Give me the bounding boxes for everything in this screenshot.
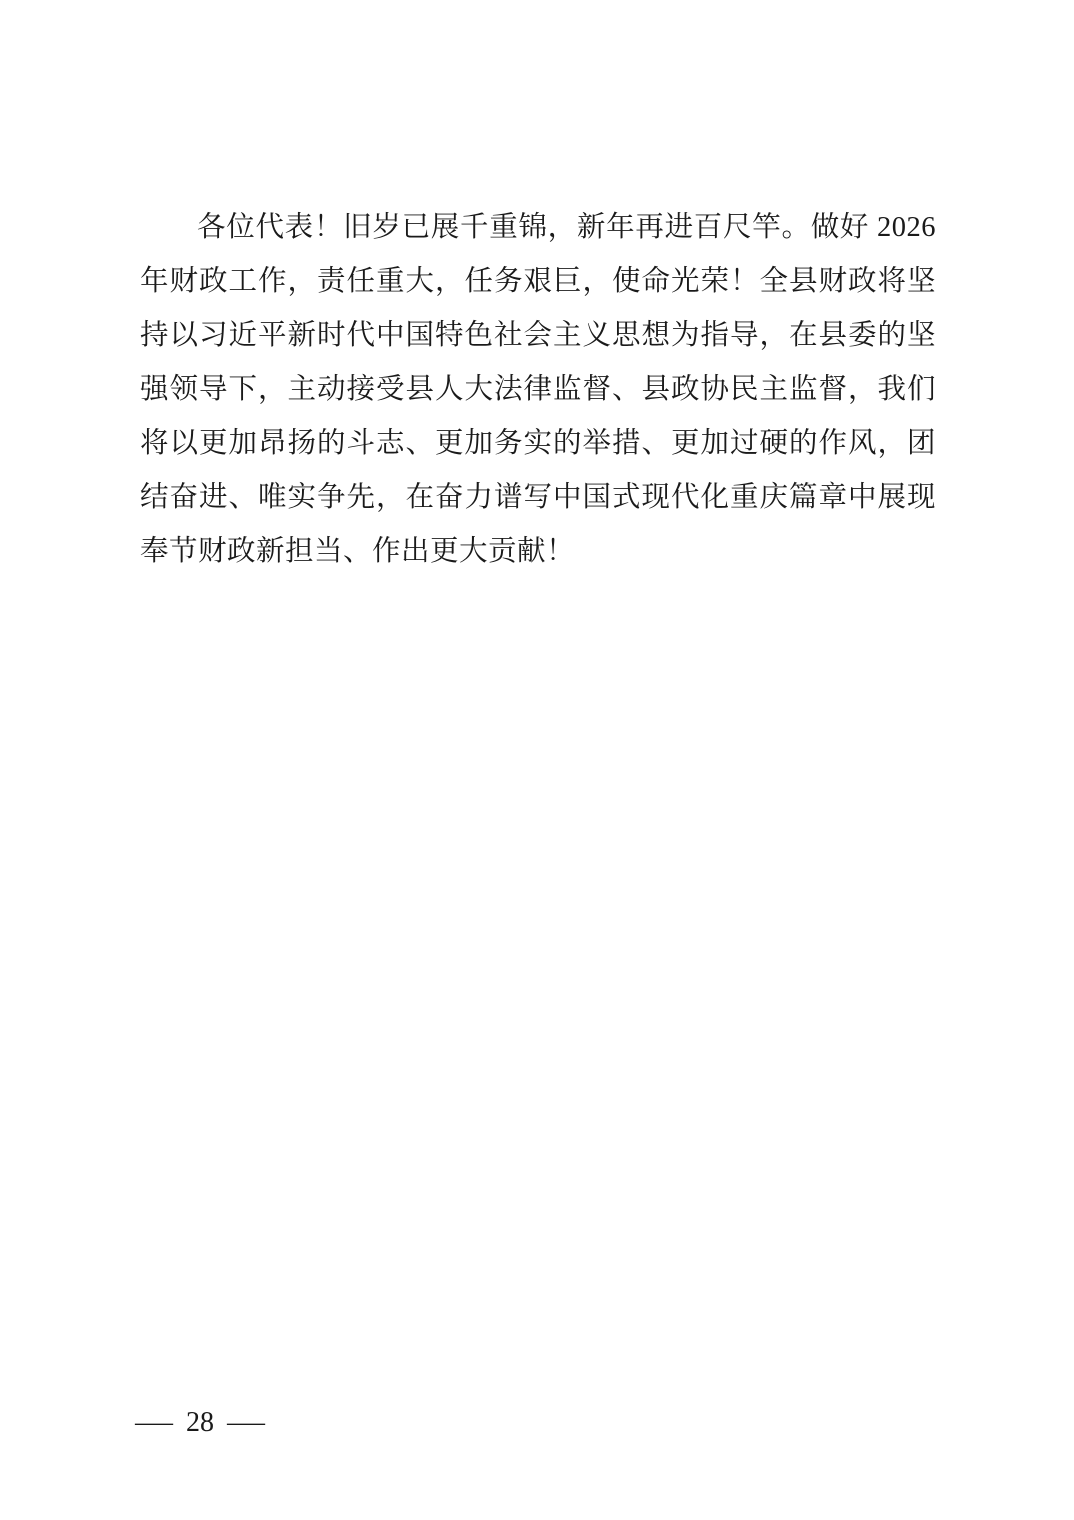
page-number: 28 <box>186 1407 214 1438</box>
closing-paragraph: 各位代表！旧岁已展千重锦，新年再进百尺竿。做好 2026 年财政工作，责任重大，任务艰巨，使命光荣！全县财政将坚持以习近平新时代中国特色社会主义思想为指导，在县委的坚强领导下，主动接受县人大法律监督、县政协民主监督，我们将以更加昂扬的斗志、更加务实的举措、更加过硬的作风，团结奋进、唯实争先，在奋力谱写中国式现代化重庆篇章中展现奉节财政新担当、作出更大贡献！ <box>140 211 936 567</box>
footer-right-dash: — <box>227 1407 265 1438</box>
footer-left-dash: — <box>135 1407 173 1438</box>
page-footer <box>135 1406 265 1440</box>
